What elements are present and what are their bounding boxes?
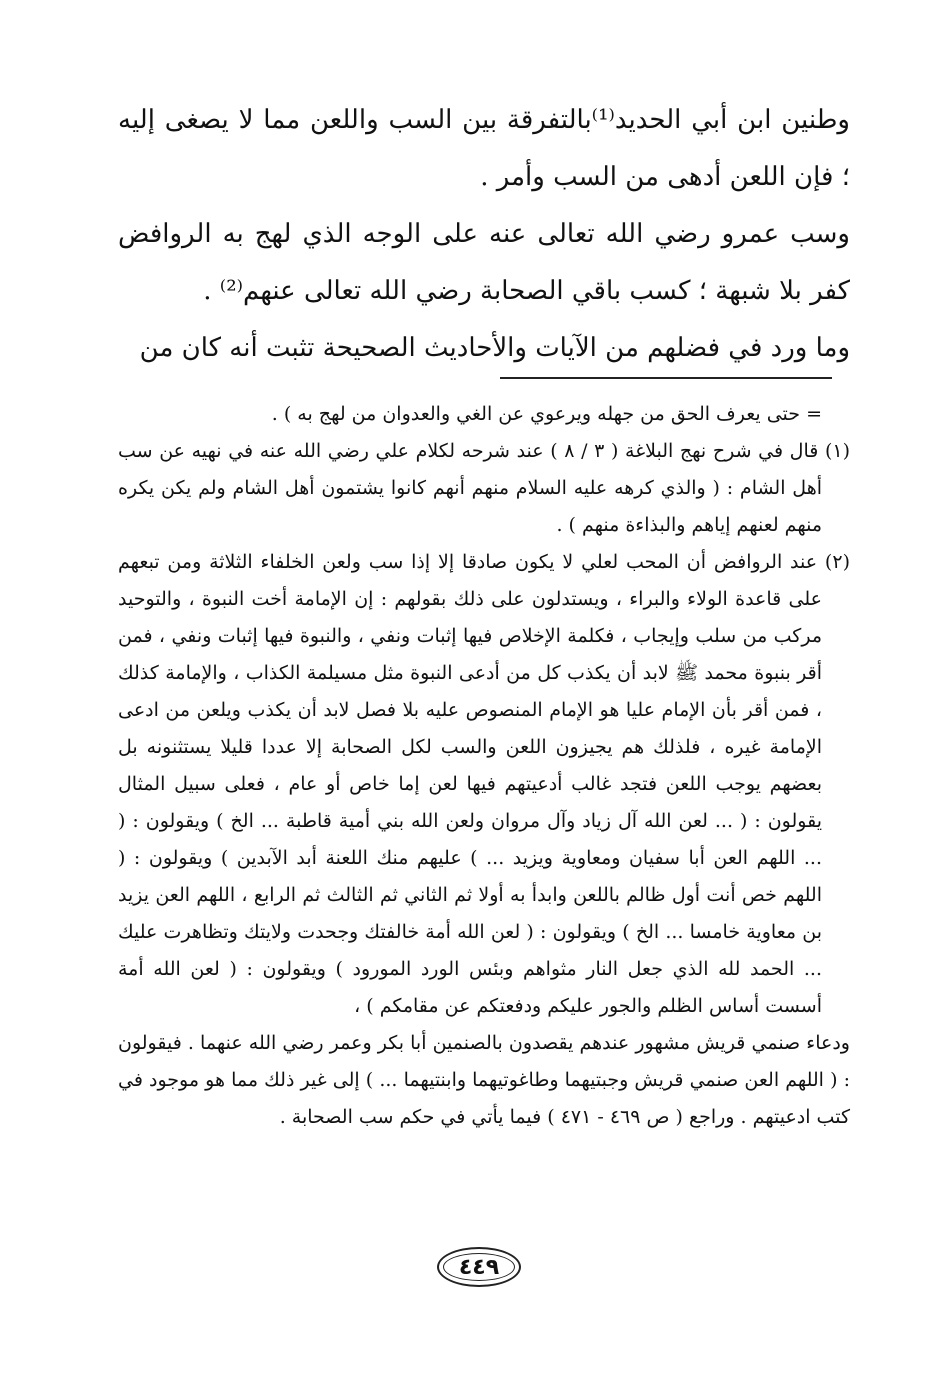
- footnote-continuation: = حتى يعرف الحق من جهله ويرعوي عن الغي والعدوان من لهج به ) .: [271, 403, 822, 425]
- footnotes: [118, 396, 850, 1136]
- footnote-2: (٢) عند الروافض أن المحب لعلي لا يكون صادقا إلا إذا سب ولعن الخلفاء الثلاثة ومن تبعهم على قاعدة الولاء والبراء ، ويستدلون على ذلك بقولهم : إن الإمامة أخت النبوة ، والتوحيد مركب من سلب وإيجاب ، فكلمة الإخلاص فيها إثبات ونفي ، والنبوة فيها إثبات ونفي ، فمن أقر بنبوة محمد ﷺ لابد أن يكذب كل من أدعى النبوة مثل مسيلمة الكذاب ، والإمامة كذلك ، فمن أقر بأن الإمام عليا هو الإمام المنصوص عليه بلا فصل لابد أن يكذب ويلعن من ادعى الإمامة غيره ، فلذلك هم يجيزون اللعن والسب لكل الصحابة إلا عددا قليلا يستثنونه بل بعضهم يوجب اللعن فتجد غالب أدعيتهم فيها لعن إما خاص أو عام ، فعلى سبيل المثال يقولون : ( ... لعن الله آل زياد وآل مروان ولعن الله بني أمية قاطبة ... الخ ) ويقولون : ( ... اللهم العن أبا سفيان ومعاوية ويزيد ... ) عليهم منك اللعنة أبد الآبدين ) ويقولون : ( اللهم خص أنت أول ظالم باللعن وابدأ به أولا ثم الثاني ثم الثالث ثم الرابع ، اللهم العن يزيد بن معاوية خامسا ... الخ ) ويقولون : ( لعن الله أمة خالفتك وجحدت ولايتك وتظاهرت عليك ... الحمد لله الذي جعل النار مثواهم وبئس الورد المورود ) ويقولون : ( لعن الله أمة أسست أساس الظلم والجور عليكم ودفعتكم عن مقامكم ) ،: [118, 551, 850, 1017]
- footnote-divider: [500, 377, 832, 379]
- main-paragraph-3: وما ورد في فضلهم من الآيات والأحاديث الصحيحة تثبت أنه كان من: [139, 333, 850, 363]
- footnote-2-continuation: ودعاء صنمي قريش مشهور عندهم يقصدون بالصنمين أبا بكر وعمر رضي الله عنهما . فيقولون : ( اللهم العن صنمي قريش وجبتيهما وطاغوتيهما وابنتيهما ... ) إلى غير ذلك مما هو موجود في كتب ادعيتهم . وراجع ( ص ٤٦٩ - ٤٧١ ) فيما يأتي في حكم سب الصحابة .: [118, 1032, 850, 1128]
- page-number-label: ٤٤٩: [458, 1254, 500, 1280]
- main-paragraph-2: وسب عمرو رضي الله تعالى عنه على الوجه الذي لهج به الروافض كفر بلا شبهة ؛ كسب باقي الصحابة رضي الله تعالى عنهم⁽²⁾ .: [118, 219, 850, 306]
- main-text: [118, 92, 850, 377]
- page-number: [437, 1247, 521, 1287]
- footnote-1: (١) قال في شرح نهج البلاغة ( ٣ / ٨ ) عند شرحه لكلام علي رضي الله عنه في نهيه عن سب أهل الشام : ( والذي كرهه عليه السلام منهم أنهم كانوا يشتمون أهل الشام ولم يكن يكره منهم لعنهم إياهم والبذاءة منهم ) .: [118, 440, 850, 536]
- main-paragraph-1: وطنين ابن أبي الحديد⁽¹⁾بالتفرقة بين السب واللعن مما لا يصغى إليه ؛ فإن اللعن أدهى من السب وأمر .: [118, 105, 850, 192]
